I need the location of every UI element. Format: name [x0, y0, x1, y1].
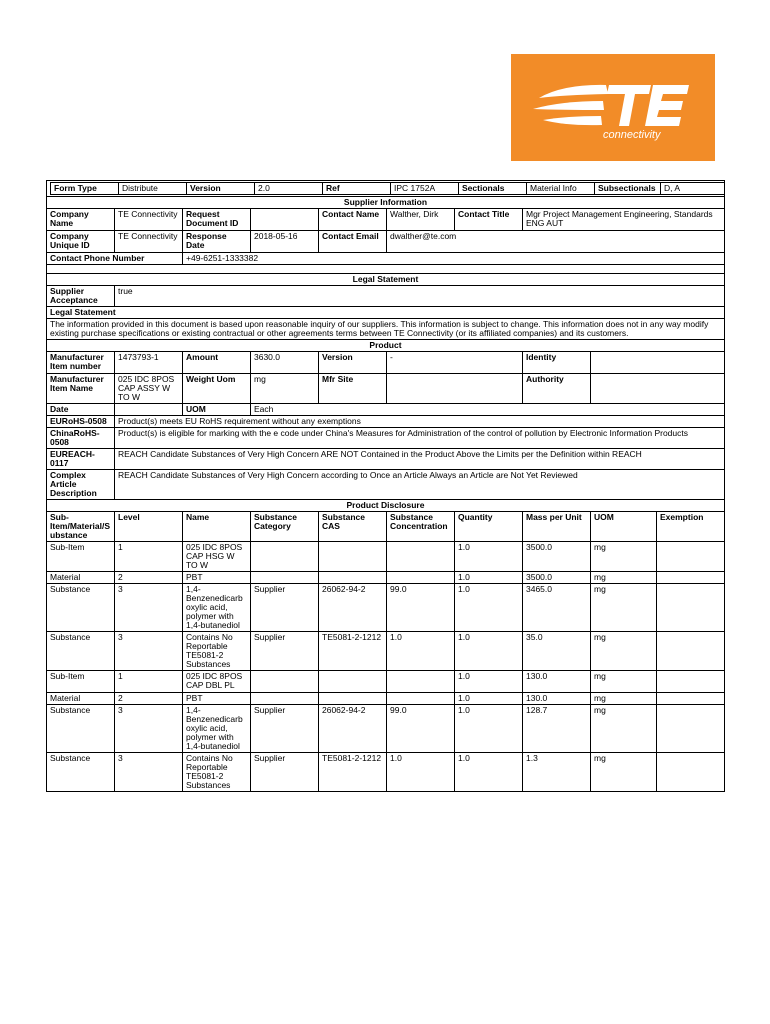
- table-cell: 3465.0: [523, 584, 591, 632]
- table-cell: Supplier: [251, 632, 319, 671]
- mfr-item-name-label: Manufacturer Item Name: [47, 374, 115, 404]
- table-cell: [387, 572, 455, 584]
- table-cell: 3500.0: [523, 542, 591, 572]
- table-cell: 3: [115, 632, 183, 671]
- form-type-label: Form Type: [51, 183, 119, 195]
- table-cell: [657, 632, 725, 671]
- column-header: Quantity: [455, 512, 523, 542]
- table-cell: 99.0: [387, 584, 455, 632]
- table-cell: mg: [591, 542, 657, 572]
- table-row: [47, 753, 725, 792]
- column-header: Substance Category: [251, 512, 319, 542]
- table-cell: PBT: [183, 693, 251, 705]
- column-header: UOM: [591, 512, 657, 542]
- response-date-label: Response Date: [183, 231, 251, 253]
- declaration-text: REACH Candidate Substances of Very High Concern ARE NOT Contained in the Product Above the Limits per the Definition within REACH: [115, 449, 725, 470]
- table-cell: Substance: [47, 584, 115, 632]
- declaration-text: Product(s) is eligible for marking with the e code under China's Measures for Administration of the control of pollution by Electronic Information Products: [115, 428, 725, 449]
- table-cell: 1.0: [455, 705, 523, 753]
- table-cell: TE5081-2-1212: [319, 753, 387, 792]
- table-cell: 2: [115, 572, 183, 584]
- table-cell: Supplier: [251, 584, 319, 632]
- legal-statement-text: The information provided in this document is based upon reasonable inquiry of our suppliers. This information is subject to change. This information does not in any way modify existing purchase specifications or existing contractual or other agreements terms between TE Connectivity (or its affiliated companies) and its customers.: [47, 319, 725, 340]
- table-cell: Sub-Item: [47, 671, 115, 693]
- product-version-value: -: [387, 352, 523, 374]
- weight-uom-label: Weight Uom: [183, 374, 251, 404]
- column-header: Substance Concentration: [387, 512, 455, 542]
- disclosure-section-title: Product Disclosure: [47, 500, 725, 512]
- version-label: Version: [187, 183, 255, 195]
- table-cell: Substance: [47, 705, 115, 753]
- product-section-title: Product: [47, 340, 725, 352]
- table-cell: 1,4-Benzenedicarboxylic acid, polymer with 1,4-butanediol: [183, 584, 251, 632]
- table-cell: 1.0: [455, 693, 523, 705]
- table-cell: Supplier: [251, 753, 319, 792]
- table-cell: TE5081-2-1212: [319, 632, 387, 671]
- legal-section-title: Legal Statement: [47, 274, 725, 286]
- contact-title-value: Mgr Project Management Engineering, Standards ENG AUT: [523, 209, 725, 231]
- identity-label: Identity: [523, 352, 591, 374]
- table-cell: Substance: [47, 753, 115, 792]
- declaration-code: Complex Article Description: [47, 470, 115, 500]
- declaration-text: Product(s) meets EU RoHS requirement without any exemptions: [115, 416, 725, 428]
- contact-title-label: Contact Title: [455, 209, 523, 231]
- disclosure-header-row: [47, 512, 725, 542]
- table-cell: 128.7: [523, 705, 591, 753]
- contact-email-value: dwalther@te.com: [387, 231, 725, 253]
- request-doc-label: Request Document ID: [183, 209, 251, 231]
- table-cell: mg: [591, 705, 657, 753]
- table-cell: [319, 542, 387, 572]
- column-header: Mass per Unit: [523, 512, 591, 542]
- table-cell: [657, 705, 725, 753]
- material-declaration-table: [46, 180, 725, 792]
- contact-phone-label: Contact Phone Number: [47, 253, 183, 265]
- table-cell: 3: [115, 584, 183, 632]
- table-cell: 1.0: [455, 542, 523, 572]
- column-header: Level: [115, 512, 183, 542]
- table-cell: PBT: [183, 572, 251, 584]
- table-cell: Contains No Reportable TE5081-2 Substances: [183, 632, 251, 671]
- authority-label: Authority: [523, 374, 591, 404]
- table-cell: 35.0: [523, 632, 591, 671]
- table-cell: mg: [591, 632, 657, 671]
- table-cell: 1.0: [455, 671, 523, 693]
- column-header: Name: [183, 512, 251, 542]
- company-name-value: TE Connectivity: [115, 209, 183, 231]
- legal-statement-label: Legal Statement: [47, 307, 725, 319]
- company-uid-value: TE Connectivity: [115, 231, 183, 253]
- declaration-code: ChinaRoHS-0508: [47, 428, 115, 449]
- company-uid-label: Company Unique ID: [47, 231, 115, 253]
- table-cell: 1: [115, 542, 183, 572]
- table-cell: 025 IDC 8POS CAP HSG W TO W: [183, 542, 251, 572]
- uom-label: UOM: [183, 404, 251, 416]
- uom-value: Each: [251, 404, 725, 416]
- table-cell: [657, 584, 725, 632]
- table-cell: 1,4-Benzenedicarboxylic acid, polymer with 1,4-butanediol: [183, 705, 251, 753]
- table-cell: 26062-94-2: [319, 584, 387, 632]
- table-cell: [387, 542, 455, 572]
- table-cell: [251, 542, 319, 572]
- table-cell: 1.0: [455, 572, 523, 584]
- table-cell: 1: [115, 671, 183, 693]
- mfr-item-number-value: 1473793-1: [115, 352, 183, 374]
- column-header: Sub-Item/Material/Substance: [47, 512, 115, 542]
- table-cell: 1.0: [455, 584, 523, 632]
- date-value: [115, 404, 183, 416]
- table-cell: 3: [115, 705, 183, 753]
- subsectionals-value: D, A: [661, 183, 725, 195]
- table-cell: 3500.0: [523, 572, 591, 584]
- table-row: [47, 572, 725, 584]
- date-label: Date: [47, 404, 115, 416]
- table-cell: 3: [115, 753, 183, 792]
- table-cell: 2: [115, 693, 183, 705]
- supplier-acceptance-label: Supplier Acceptance: [47, 286, 115, 307]
- sectionals-value: Material Info: [527, 183, 595, 195]
- table-cell: 1.0: [455, 753, 523, 792]
- weight-uom-value: mg: [251, 374, 319, 404]
- ref-value: IPC 1752A: [391, 183, 459, 195]
- supplier-section-title: Supplier Information: [47, 197, 725, 209]
- table-cell: Supplier: [251, 705, 319, 753]
- table-cell: 1.3: [523, 753, 591, 792]
- declaration-text: REACH Candidate Substances of Very High Concern according to Once an Article Always an Article are Not Yet Reviewed: [115, 470, 725, 500]
- identity-value: [591, 352, 725, 374]
- subsectionals-label: Subsectionals: [595, 183, 661, 195]
- table-row: [47, 584, 725, 632]
- column-header: Substance CAS: [319, 512, 387, 542]
- table-cell: [319, 693, 387, 705]
- mfr-site-value: [387, 374, 523, 404]
- table-cell: Contains No Reportable TE5081-2 Substances: [183, 753, 251, 792]
- table-cell: 025 IDC 8POS CAP DBL PL: [183, 671, 251, 693]
- supplier-acceptance-value: true: [115, 286, 725, 307]
- version-value: 2.0: [255, 183, 323, 195]
- mfr-item-name-value: 025 IDC 8POS CAP ASSY W TO W: [115, 374, 183, 404]
- ref-label: Ref: [323, 183, 391, 195]
- table-cell: 26062-94-2: [319, 705, 387, 753]
- table-cell: [251, 693, 319, 705]
- declaration-code: EURoHS-0508: [47, 416, 115, 428]
- table-cell: Material: [47, 693, 115, 705]
- response-date-value: 2018-05-16: [251, 231, 319, 253]
- table-cell: Substance: [47, 632, 115, 671]
- header-row: [47, 181, 725, 197]
- table-cell: mg: [591, 753, 657, 792]
- table-cell: Material: [47, 572, 115, 584]
- mfr-item-number-label: Manufacturer Item number: [47, 352, 115, 374]
- table-cell: mg: [591, 572, 657, 584]
- company-name-label: Company Name: [47, 209, 115, 231]
- table-row: [47, 632, 725, 671]
- table-cell: [387, 671, 455, 693]
- table-cell: 99.0: [387, 705, 455, 753]
- product-version-label: Version: [319, 352, 387, 374]
- sectionals-label: Sectionals: [459, 183, 527, 195]
- declaration-code: EUREACH-0117: [47, 449, 115, 470]
- te-connectivity-logo: [511, 54, 715, 161]
- table-cell: [657, 753, 725, 792]
- contact-email-label: Contact Email: [319, 231, 387, 253]
- mfr-site-label: Mfr Site: [319, 374, 387, 404]
- table-cell: 130.0: [523, 671, 591, 693]
- logo-tagline: connectivity: [603, 129, 661, 141]
- table-cell: mg: [591, 671, 657, 693]
- table-cell: [251, 572, 319, 584]
- table-cell: 130.0: [523, 693, 591, 705]
- contact-name-value: Walther, Dirk: [387, 209, 455, 231]
- contact-name-label: Contact Name: [319, 209, 387, 231]
- table-row: [47, 671, 725, 693]
- form-type-value: Distribute: [119, 183, 187, 195]
- table-cell: [657, 671, 725, 693]
- table-cell: [657, 572, 725, 584]
- amount-value: 3630.0: [251, 352, 319, 374]
- table-cell: [319, 671, 387, 693]
- table-cell: [251, 671, 319, 693]
- table-cell: 1.0: [455, 632, 523, 671]
- amount-label: Amount: [183, 352, 251, 374]
- table-cell: [319, 572, 387, 584]
- contact-phone-value: +49-6251-1333382: [183, 253, 725, 265]
- table-row: [47, 693, 725, 705]
- table-cell: 1.0: [387, 632, 455, 671]
- table-cell: [387, 693, 455, 705]
- table-cell: [657, 693, 725, 705]
- table-row: [47, 542, 725, 572]
- table-cell: mg: [591, 693, 657, 705]
- request-doc-value: [251, 209, 319, 231]
- authority-value: [591, 374, 725, 404]
- table-cell: Sub-Item: [47, 542, 115, 572]
- table-cell: [657, 542, 725, 572]
- table-row: [47, 705, 725, 753]
- column-header: Exemption: [657, 512, 725, 542]
- table-cell: mg: [591, 584, 657, 632]
- table-cell: 1.0: [387, 753, 455, 792]
